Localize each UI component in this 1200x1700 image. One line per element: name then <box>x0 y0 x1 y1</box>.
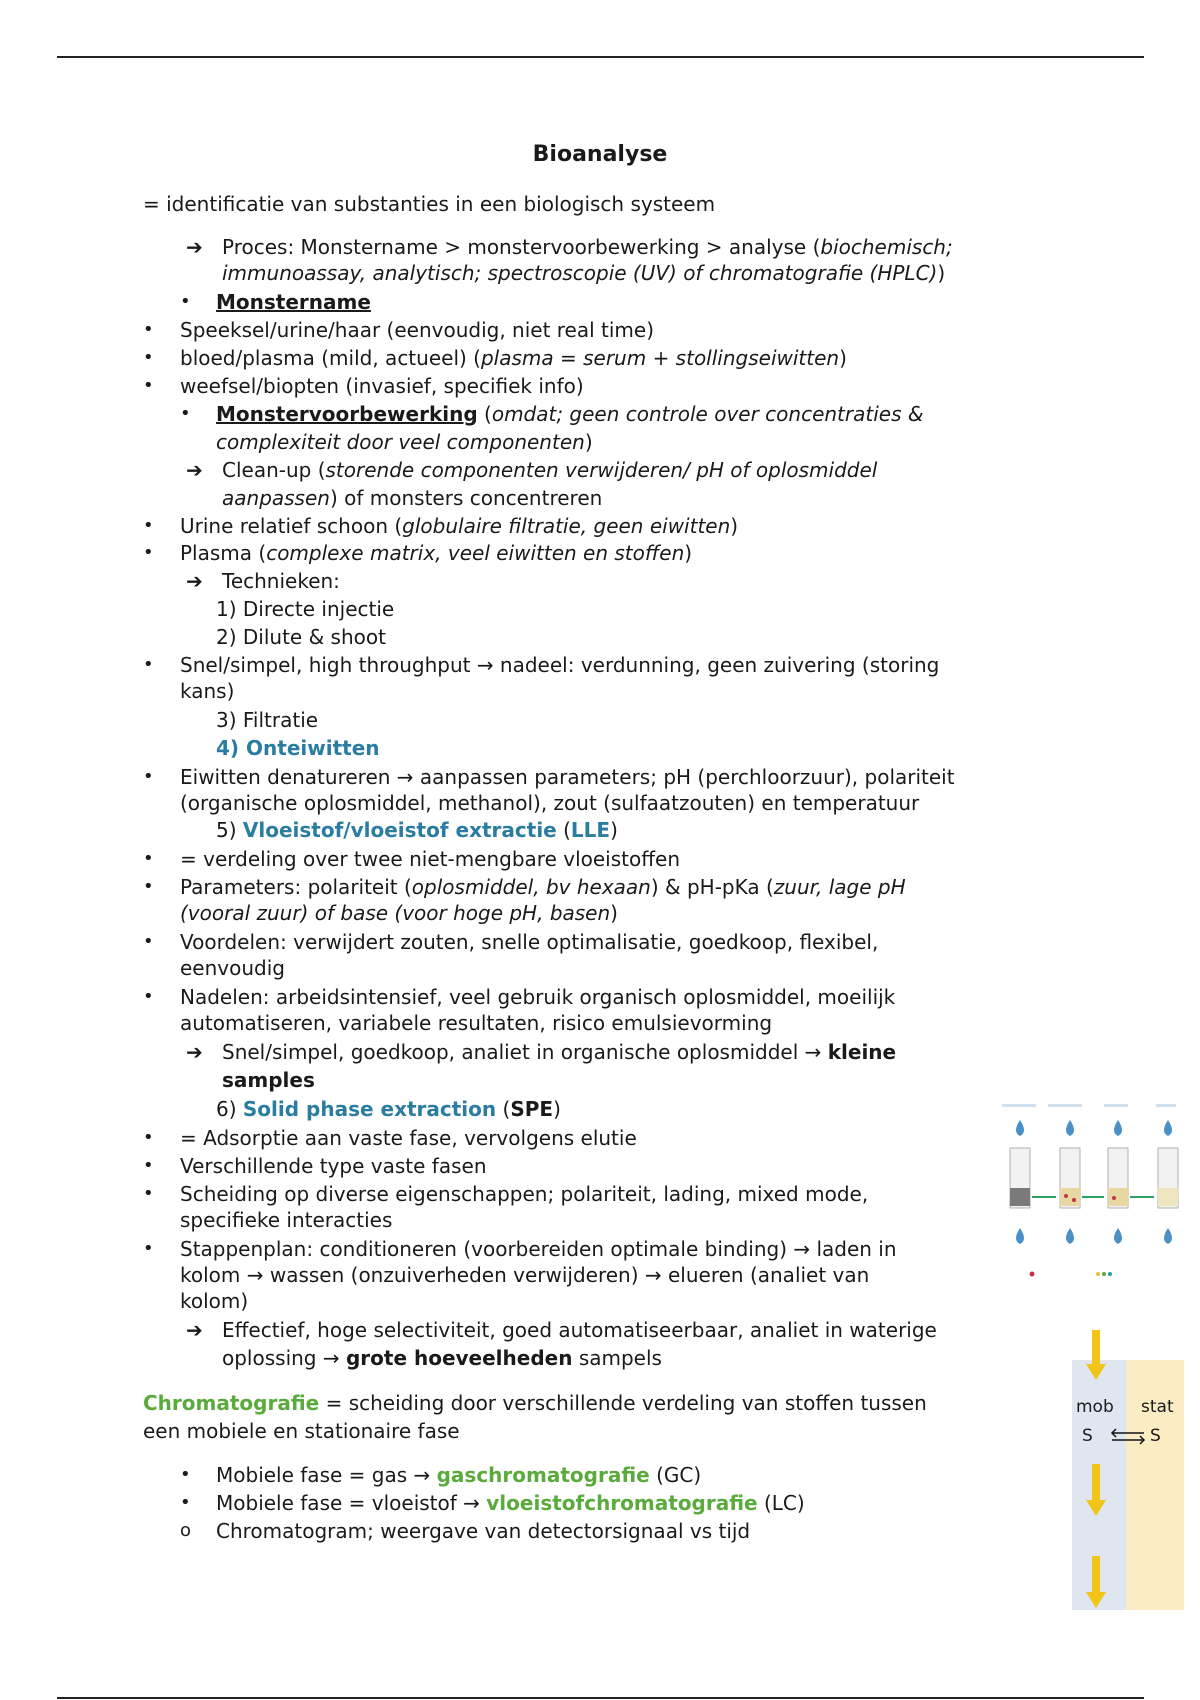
bullet-icon: • <box>143 1155 154 1176</box>
bullet-icon: • <box>180 1492 191 1513</box>
cleanup-text: Clean-up ( <box>222 458 326 482</box>
technique-1: 1) Directe injectie <box>216 597 395 621</box>
bullet-icon: • <box>143 931 154 952</box>
page-title: Bioanalyse <box>532 142 668 167</box>
arrow-icon: ➔ <box>186 1040 203 1064</box>
list-item <box>216 1462 701 1488</box>
arrow-icon: ➔ <box>186 569 203 593</box>
cleanup-end: ) of monsters concentreren <box>329 486 603 510</box>
chrom-word: Chromatografie <box>143 1391 320 1415</box>
proces-text: Proces: Monstername > monstervoorbewerking > analyse ( <box>222 235 821 259</box>
lle-italic: oplosmiddel, bv hexaan <box>411 875 651 899</box>
technique-5 <box>216 817 618 843</box>
lle-abbr: LLE <box>570 818 611 842</box>
lle-summary-bold: kleine <box>827 1040 897 1064</box>
bullet-icon: • <box>143 542 154 563</box>
bullet-icon: • <box>143 766 154 787</box>
bullet-icon: • <box>143 1238 154 1259</box>
lle-summary-text: Snel/simpel, goedkoop, analiet in organische oplosmiddel → <box>222 1040 828 1064</box>
voorbewerking-line-2 <box>216 429 593 455</box>
list-item-cont: kans) <box>180 679 235 703</box>
circle-bullet-icon: o <box>180 1520 192 1541</box>
chrom-definition-cont: een mobiele en stationaire fase <box>143 1419 460 1443</box>
bullet-icon: • <box>143 848 154 869</box>
voorbewerking-italic: omdat; geen controle over concentraties & <box>491 402 924 426</box>
s-right-label: S <box>1150 1426 1161 1446</box>
proces-italic-2: immunoassay, analytisch; spectroscopie (UV) of chromatografie (HPLC) <box>222 261 938 285</box>
bullet-icon: • <box>143 986 154 1007</box>
bullet-icon: • <box>143 515 154 536</box>
spe-summary-text: sampels <box>572 1346 662 1370</box>
list-item: = verdeling over twee niet-mengbare vloeistoffen <box>180 847 680 871</box>
plasma-text: Plasma ( <box>180 541 267 565</box>
list-item-cont <box>180 900 618 926</box>
num: 5) <box>216 818 243 842</box>
paren: ( <box>556 818 571 842</box>
header-rule <box>57 56 1144 58</box>
paren: ) <box>553 1097 561 1121</box>
spe-summary-bold: grote hoeveelheden <box>345 1346 573 1370</box>
bullet-icon: • <box>180 403 191 424</box>
paren: ) <box>610 818 618 842</box>
monstername-title: Monstername <box>216 290 371 314</box>
cleanup-italic-2: aanpassen <box>222 486 330 510</box>
spe-summary-cont <box>222 1345 662 1371</box>
list-item: Eiwitten denatureren → aanpassen parameters; pH (perchloorzuur), polariteit <box>180 765 955 789</box>
list-item: Chromatogram; weergave van detectorsignaal vs tijd <box>216 1519 751 1543</box>
bullet-icon: • <box>143 1127 154 1148</box>
lle-italic: (vooral zuur) of base (voor hoge pH, basen <box>180 901 611 925</box>
list-item <box>180 345 847 371</box>
lle-text: Parameters: polariteit ( <box>180 875 412 899</box>
list-item: Stappenplan: conditioneren (voorbereiden optimale binding) → laden in <box>180 1237 897 1261</box>
stat-label: stat <box>1141 1397 1174 1417</box>
list-item <box>216 1490 805 1516</box>
arrow-icon: ➔ <box>186 235 203 259</box>
urine-text: Urine relatief schoon ( <box>180 514 403 538</box>
plasma-italic: complexe matrix, veel eiwitten en stoffen <box>266 541 685 565</box>
list-item: Scheiding op diverse eigenschappen; polariteit, lading, mixed mode, <box>180 1182 869 1206</box>
proces-line-2 <box>222 260 945 286</box>
spe-abbr: SPE <box>510 1097 554 1121</box>
footer-rule <box>57 1697 1144 1699</box>
technique-2: 2) Dilute & shoot <box>216 625 386 649</box>
lc-text: Mobiele fase = vloeistof → <box>216 1491 487 1515</box>
arrow-icon: ➔ <box>186 458 203 482</box>
list-item <box>180 540 692 566</box>
s-left-label: S <box>1082 1426 1093 1446</box>
phase-diagram-graphic <box>1068 1330 1184 1610</box>
list-item-cont: (organische oplosmiddel, methanol), zout (sulfaatzouten) en temperatuur <box>180 791 920 815</box>
bullet-icon: • <box>143 876 154 897</box>
urine-italic: globulaire filtratie, geen eiwitten <box>402 514 731 538</box>
cleanup-italic: storende componenten verwijderen/ pH of oplosmiddel <box>325 458 878 482</box>
technique-4: 4) Onteiwitten <box>216 736 380 760</box>
lle-summary-bold: samples <box>222 1068 315 1092</box>
paren: ) <box>584 430 593 454</box>
lle-summary-cont <box>222 1067 315 1093</box>
list-item: Nadelen: arbeidsintensief, veel gebruik organisch oplosmiddel, moeilijk <box>180 985 896 1009</box>
chrom-def: = scheiding door verschillende verdeling van stoffen tussen <box>319 1391 927 1415</box>
lc-abbr: (LC) <box>757 1491 805 1515</box>
list-item: = Adsorptie aan vaste fase, vervolgens elutie <box>180 1126 637 1150</box>
gc-abbr: (GC) <box>649 1463 702 1487</box>
definition: = identificatie van substanties in een biologisch systeem <box>143 192 716 216</box>
bloed-close: ) <box>839 346 847 370</box>
chrom-definition <box>143 1390 927 1416</box>
spe-summary-text: oplossing → <box>222 1346 346 1370</box>
list-item-cont: kolom) <box>180 1289 249 1313</box>
list-item: Snel/simpel, high throughput → nadeel: verdunning, geen zuivering (storing <box>180 653 940 677</box>
list-item-cont: kolom → wassen (onzuiverheden verwijderen) → elueren (analiet van <box>180 1263 870 1287</box>
list-item-cont: eenvoudig <box>180 956 285 980</box>
technique-3: 3) Filtratie <box>216 708 319 732</box>
spe-name: Solid phase extraction <box>242 1097 497 1121</box>
voorbewerking-italic-2: complexiteit door veel componenten <box>216 430 585 454</box>
bullet-icon: • <box>143 375 154 396</box>
spe-summary: Effectief, hoge selectiviteit, goed automatiseerbaar, analiet in waterige <box>222 1318 937 1342</box>
gc-text: Mobiele fase = gas → <box>216 1463 437 1487</box>
spe-cartridge-illustration <box>1000 1100 1184 1286</box>
arrow-icon: ➔ <box>186 1318 203 1342</box>
bullet-icon: • <box>143 1183 154 1204</box>
paren: ) <box>610 901 618 925</box>
lle-name: Vloeistof/vloeistof extractie <box>242 818 557 842</box>
list-item: Voordelen: verwijdert zouten, snelle optimalisatie, goedkoop, flexibel, <box>180 930 879 954</box>
paren: ( <box>477 402 492 426</box>
proces-italic: biochemisch; <box>820 235 953 259</box>
paren: ) <box>684 541 693 565</box>
bullet-icon: • <box>143 319 154 340</box>
list-item-cont: specifieke interacties <box>180 1208 393 1232</box>
technique-6 <box>216 1096 561 1122</box>
bloed-italic: plasma = serum + stollingseiwitten <box>480 346 840 370</box>
list-item: weefsel/biopten (invasief, specifiek info) <box>180 374 584 398</box>
paren: ) <box>730 514 739 538</box>
voorbewerking-title: Monstervoorbewerking <box>216 402 478 426</box>
technieken-label: Technieken: <box>222 569 340 593</box>
monstername-heading <box>216 289 371 315</box>
gc-word: gaschromatografie <box>436 1463 650 1487</box>
list-item: Speeksel/urine/haar (eenvoudig, niet real time) <box>180 318 655 342</box>
lc-word: vloeistofchromatografie <box>486 1491 758 1515</box>
list-item <box>180 874 906 900</box>
lle-summary <box>222 1039 896 1065</box>
phase-diagram <box>1068 1330 1184 1610</box>
bloed-text: bloed/plasma (mild, actueel) ( <box>180 346 481 370</box>
voorbewerking-heading <box>216 401 923 427</box>
cleanup-line-2 <box>222 485 602 511</box>
cleanup-line-1 <box>222 457 877 483</box>
num: 6) <box>216 1097 243 1121</box>
proces-line-1 <box>222 234 953 260</box>
proces-close: ) <box>937 261 946 285</box>
bullet-icon: • <box>143 347 154 368</box>
bullet-icon: • <box>143 654 154 675</box>
list-item: Verschillende type vaste fasen <box>180 1154 487 1178</box>
list-item-cont: automatiseren, variabele resultaten, risico emulsievorming <box>180 1011 773 1035</box>
lle-text: ) & pH-pKa ( <box>650 875 774 899</box>
lle-italic: zuur, lage pH <box>773 875 906 899</box>
mob-label: mob <box>1076 1397 1114 1417</box>
bullet-icon: • <box>180 291 191 312</box>
bullet-icon: • <box>180 1464 191 1485</box>
list-item <box>180 513 738 539</box>
paren: ( <box>496 1097 511 1121</box>
